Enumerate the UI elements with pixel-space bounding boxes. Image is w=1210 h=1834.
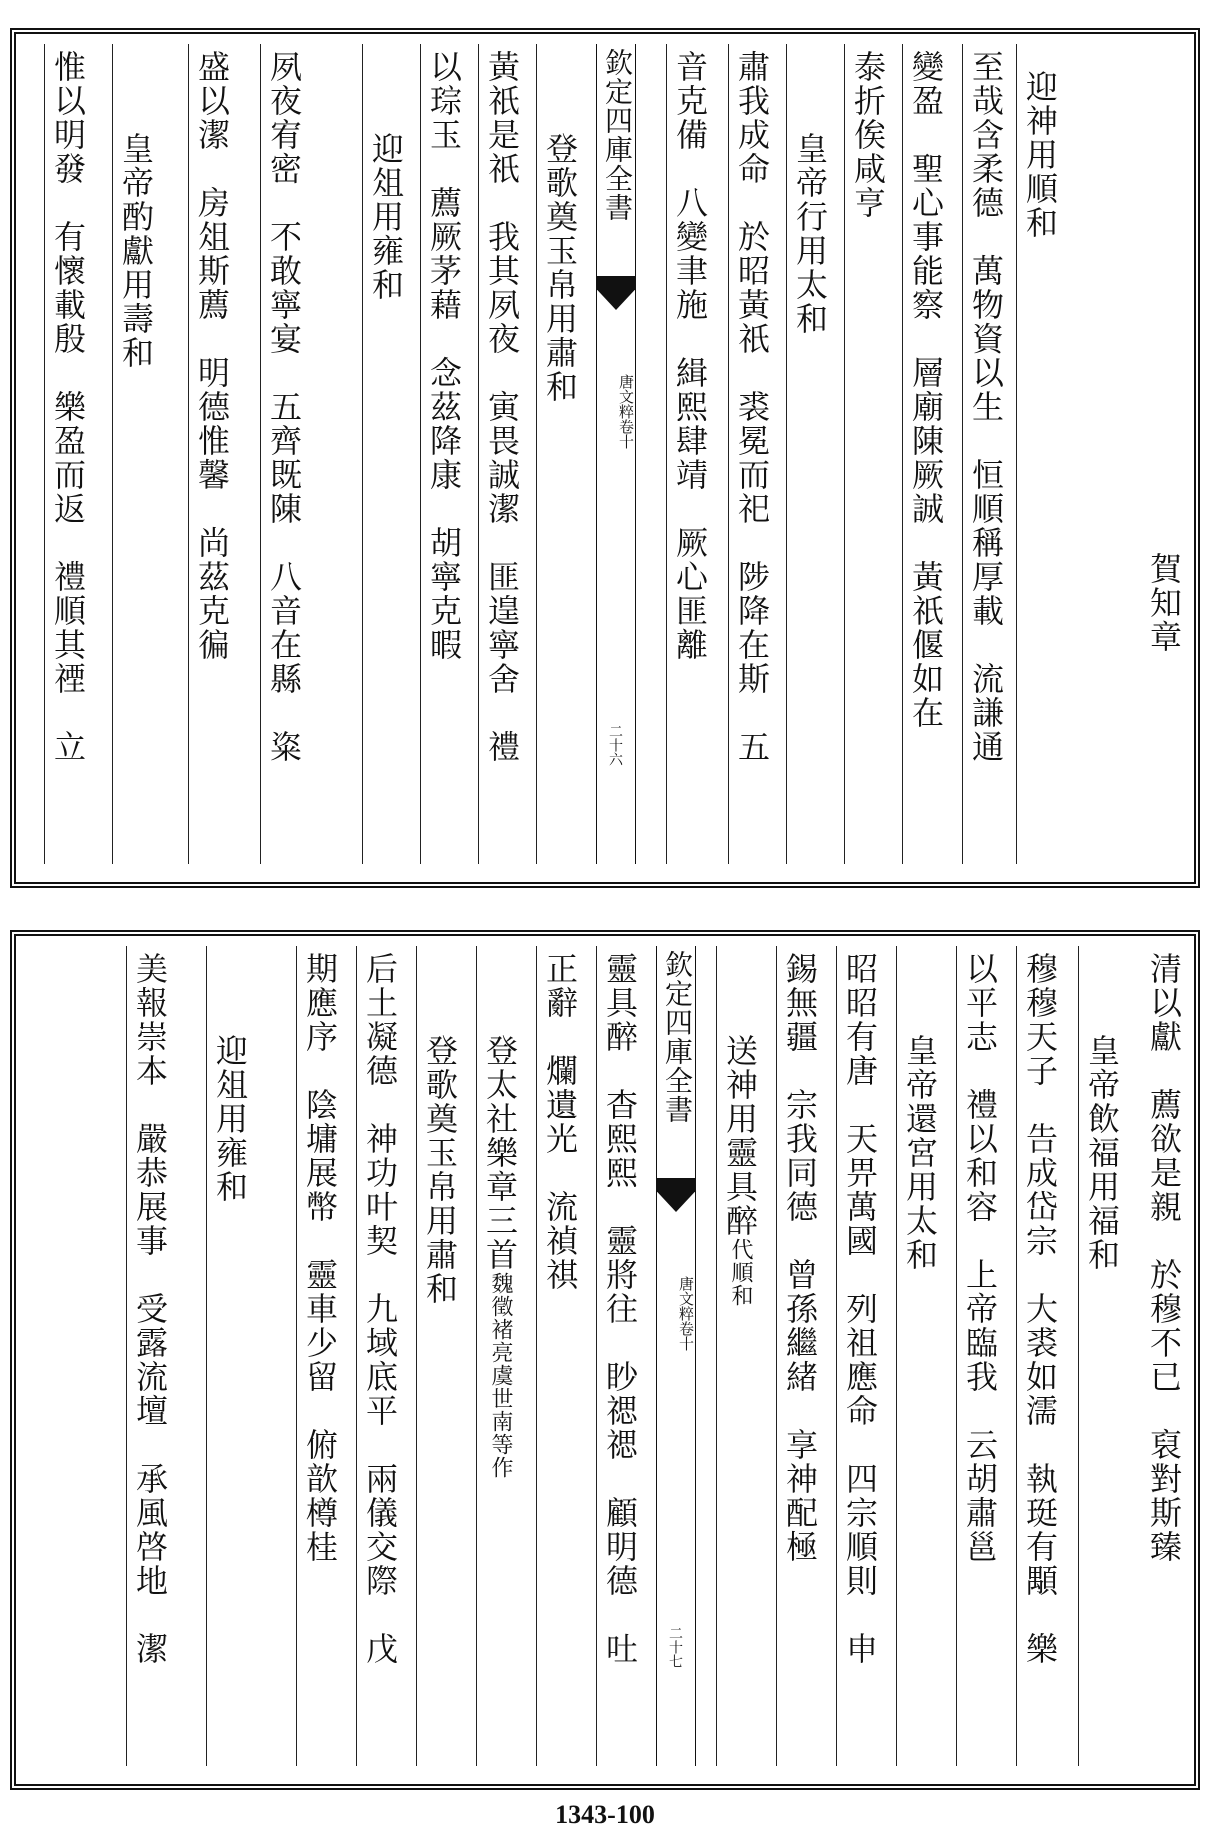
- text-column: 變盈 聖心事能察 層廟陳厥誠 黃祇偃如在: [902, 44, 950, 864]
- text-column: 肅我成命 於昭黃祇 裘冕而祀 陟降在斯 五: [728, 44, 776, 864]
- text-column: 錫無疆 宗我同德 曾孫繼緒 享神配極: [776, 946, 824, 1766]
- text-column: 皇帝酌獻用壽和: [112, 44, 160, 864]
- text-column: 昭昭有唐 天畀萬國 列祖應命 四宗順則 申: [836, 946, 884, 1766]
- text-column: 皇帝飲福用福和: [1078, 946, 1126, 1766]
- text-column: 迎神用順和: [1016, 44, 1064, 864]
- text-column: 迎俎用雍和: [206, 946, 254, 1766]
- text-column: 音克備 八變聿施 緝熙肆靖 厥心匪離: [666, 44, 714, 864]
- spine-title: 欽定四庫全書: [661, 950, 694, 1124]
- page-number: 二十七: [667, 1626, 683, 1668]
- text-column: 穆穆天子 告成岱宗 大裘如濡 執珽有顒 樂: [1016, 946, 1064, 1766]
- spine-subtitle: 唐文粹卷十: [617, 374, 635, 449]
- bottom-page: [10, 930, 1200, 1790]
- text-column: 以平志 禮以和容 上帝臨我 云胡肅邕: [956, 946, 1004, 1766]
- author-column: [1140, 44, 1188, 864]
- fish-tail-mark-icon: [657, 1178, 695, 1212]
- spine-subtitle: 唐文粹卷十: [677, 1276, 695, 1351]
- fish-tail-mark-icon: [597, 276, 635, 310]
- text-column: 皇帝還宮用太和: [896, 946, 944, 1766]
- text-column: 后土凝德 神功叶契 九域底平 兩儀交際 戊: [356, 946, 404, 1766]
- text-column: 登歌奠玉帛用肅和: [536, 44, 584, 864]
- text-column: 登歌奠玉帛用肅和: [416, 946, 464, 1766]
- text-column: 以琮玉 薦厥茅藉 念茲降康 胡寧克暇: [420, 44, 468, 864]
- spine: [596, 44, 636, 864]
- text-column: 正辭 爛遺光 流禎祺: [536, 946, 584, 1766]
- text-column: 黃祇是祇 我其夙夜 寅畏誠潔 匪遑寧舍 禮: [478, 44, 526, 864]
- text-column: 送神用靈具醉代順和: [716, 946, 764, 1766]
- text-column: 靈具醉 杳熙熙 靈將往 眇禗禗 顧明德 吐: [596, 946, 644, 1766]
- spine: [656, 946, 696, 1766]
- spine-title: 欽定四庫全書: [601, 48, 634, 222]
- text-column: 夙夜宥密 不敢寧宴 五齊既陳 八音在縣 粢: [260, 44, 308, 864]
- top-page: [10, 28, 1200, 888]
- text-column: 清以獻 薦欲是親 於穆不已 裒對斯臻: [1145, 952, 1183, 1564]
- text-column: 泰折俟咸亨: [844, 44, 892, 864]
- text-column: 迎俎用雍和: [362, 44, 410, 864]
- text-column: 美報崇本 嚴恭展事 受露流壇 承風啓地 潔: [126, 946, 174, 1766]
- page-number: 二十六: [607, 724, 623, 766]
- footer-catalog-number: 1343-100: [555, 1800, 655, 1829]
- text-column: 盛以潔 房俎斯薦 明德惟馨 尚茲克徧: [188, 44, 236, 864]
- annotation-note: 魏徵褚亮虞世南等作: [488, 1272, 513, 1479]
- text-column: 至哉含柔德 萬物資以生 恒順稱厚載 流謙通: [962, 44, 1010, 864]
- text-column: 登太社樂章三首魏徵褚亮虞世南等作: [476, 946, 524, 1766]
- text-column: 皇帝行用太和: [786, 44, 834, 864]
- author: 賀知章: [1145, 552, 1183, 654]
- annotation-note: 代順和: [728, 1238, 753, 1307]
- text-column: 惟以明發 有懷載殷 樂盈而返 禮順其禋 立: [44, 44, 92, 864]
- text-column: 期應序 陰墉展幣 靈車少留 俯歆樽桂: [296, 946, 344, 1766]
